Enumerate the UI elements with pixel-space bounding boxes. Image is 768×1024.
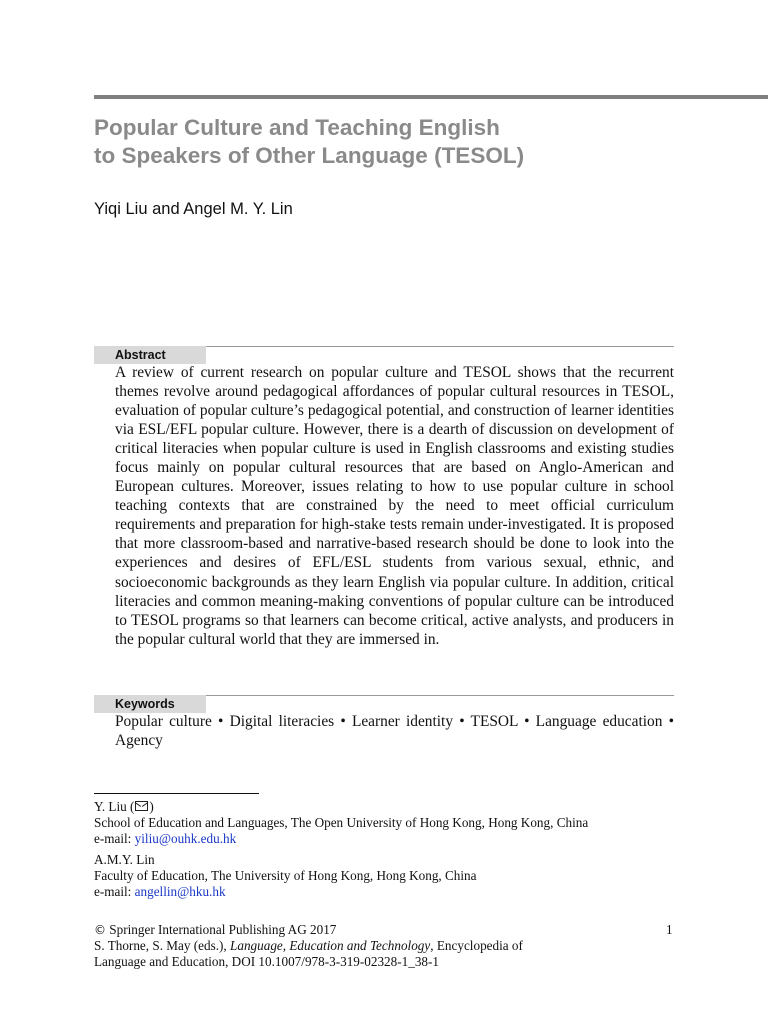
affiliation-institution: Faculty of Education, The University of Hong Kong, Hong Kong, China: [94, 868, 477, 883]
top-rule: [94, 95, 768, 99]
affiliation-institution: School of Education and Languages, The Open University of Hong Kong, Hong Kong, China: [94, 815, 589, 830]
title-line-2: to Speakers of Other Language (TESOL): [94, 143, 525, 168]
affiliation-name: Y. Liu ( ): [94, 799, 154, 814]
footnote-rule: [94, 793, 259, 794]
envelope-icon: [135, 801, 148, 811]
email-link[interactable]: yiliu@ouhk.edu.hk: [134, 831, 237, 846]
doi-line: Language and Education, DOI 10.1007/978-3-319-02328-1_38-1: [94, 954, 439, 969]
title-line-1: Popular Culture and Teaching English: [94, 115, 500, 140]
keywords-heading: Keywords: [94, 695, 206, 713]
abstract-heading: Abstract: [94, 346, 206, 364]
affiliation-email-line: e-mail: yiliu@ouhk.edu.hk: [94, 831, 237, 846]
article-title: [94, 114, 714, 170]
affiliation-liu: [94, 799, 694, 847]
email-link[interactable]: angellin@hku.hk: [134, 884, 226, 899]
abstract-text: A review of current research on popular culture and TESOL shows that the recurrent themes revolve around pedagogical affordances of popular cultural resources in TESOL, evaluation of popular culture’s pedagogical potential, and construction of learner identities via ESL/EFL popular culture. However, there is a dearth of discussion on development of critical literacies when popular culture is used in English classrooms and existing studies focus mainly on popular cultural resources that are based on Anglo-American and European cultures. Moreover, issues relating to how to use popular culture in school teaching contexts that are constrained by the need to meet official curriculum requirements and preparation for high-stake tests remain under-investigated. It is proposed that more classroom-based and narrative-based research should be done to look into the experiences and desires of EFL/ESL students from various sexual, ethnic, and socioeconomic backgrounds as they learn English via popular culture. In addition, critical literacies and common meaning-making conventions of popular culture can be introduced to TESOL programs so that learners can become critical, active analysts, and producers in the popular cultural world that they are immersed in.: [115, 364, 674, 648]
citation-line: S. Thorne, S. May (eds.), Language, Education and Technology, Encyclopedia of: [94, 938, 523, 953]
book-title: Language, Education and Technology: [230, 938, 431, 953]
page-number: 1: [666, 922, 673, 937]
keywords-text: Popular culture • Digital literacies • Learner identity • TESOL • Language education • Agency: [115, 713, 674, 750]
authors: Yiqi Liu and Angel M. Y. Lin: [94, 200, 293, 218]
copyright-icon: ©: [94, 923, 106, 937]
affiliation-lin: [94, 852, 694, 900]
copyright-line: © Springer International Publishing AG 2017: [94, 922, 337, 937]
copyright-block: [94, 922, 694, 970]
affiliation-email-line: e-mail: angellin@hku.hk: [94, 884, 226, 899]
affiliation-name: A.M.Y. Lin: [94, 852, 155, 867]
